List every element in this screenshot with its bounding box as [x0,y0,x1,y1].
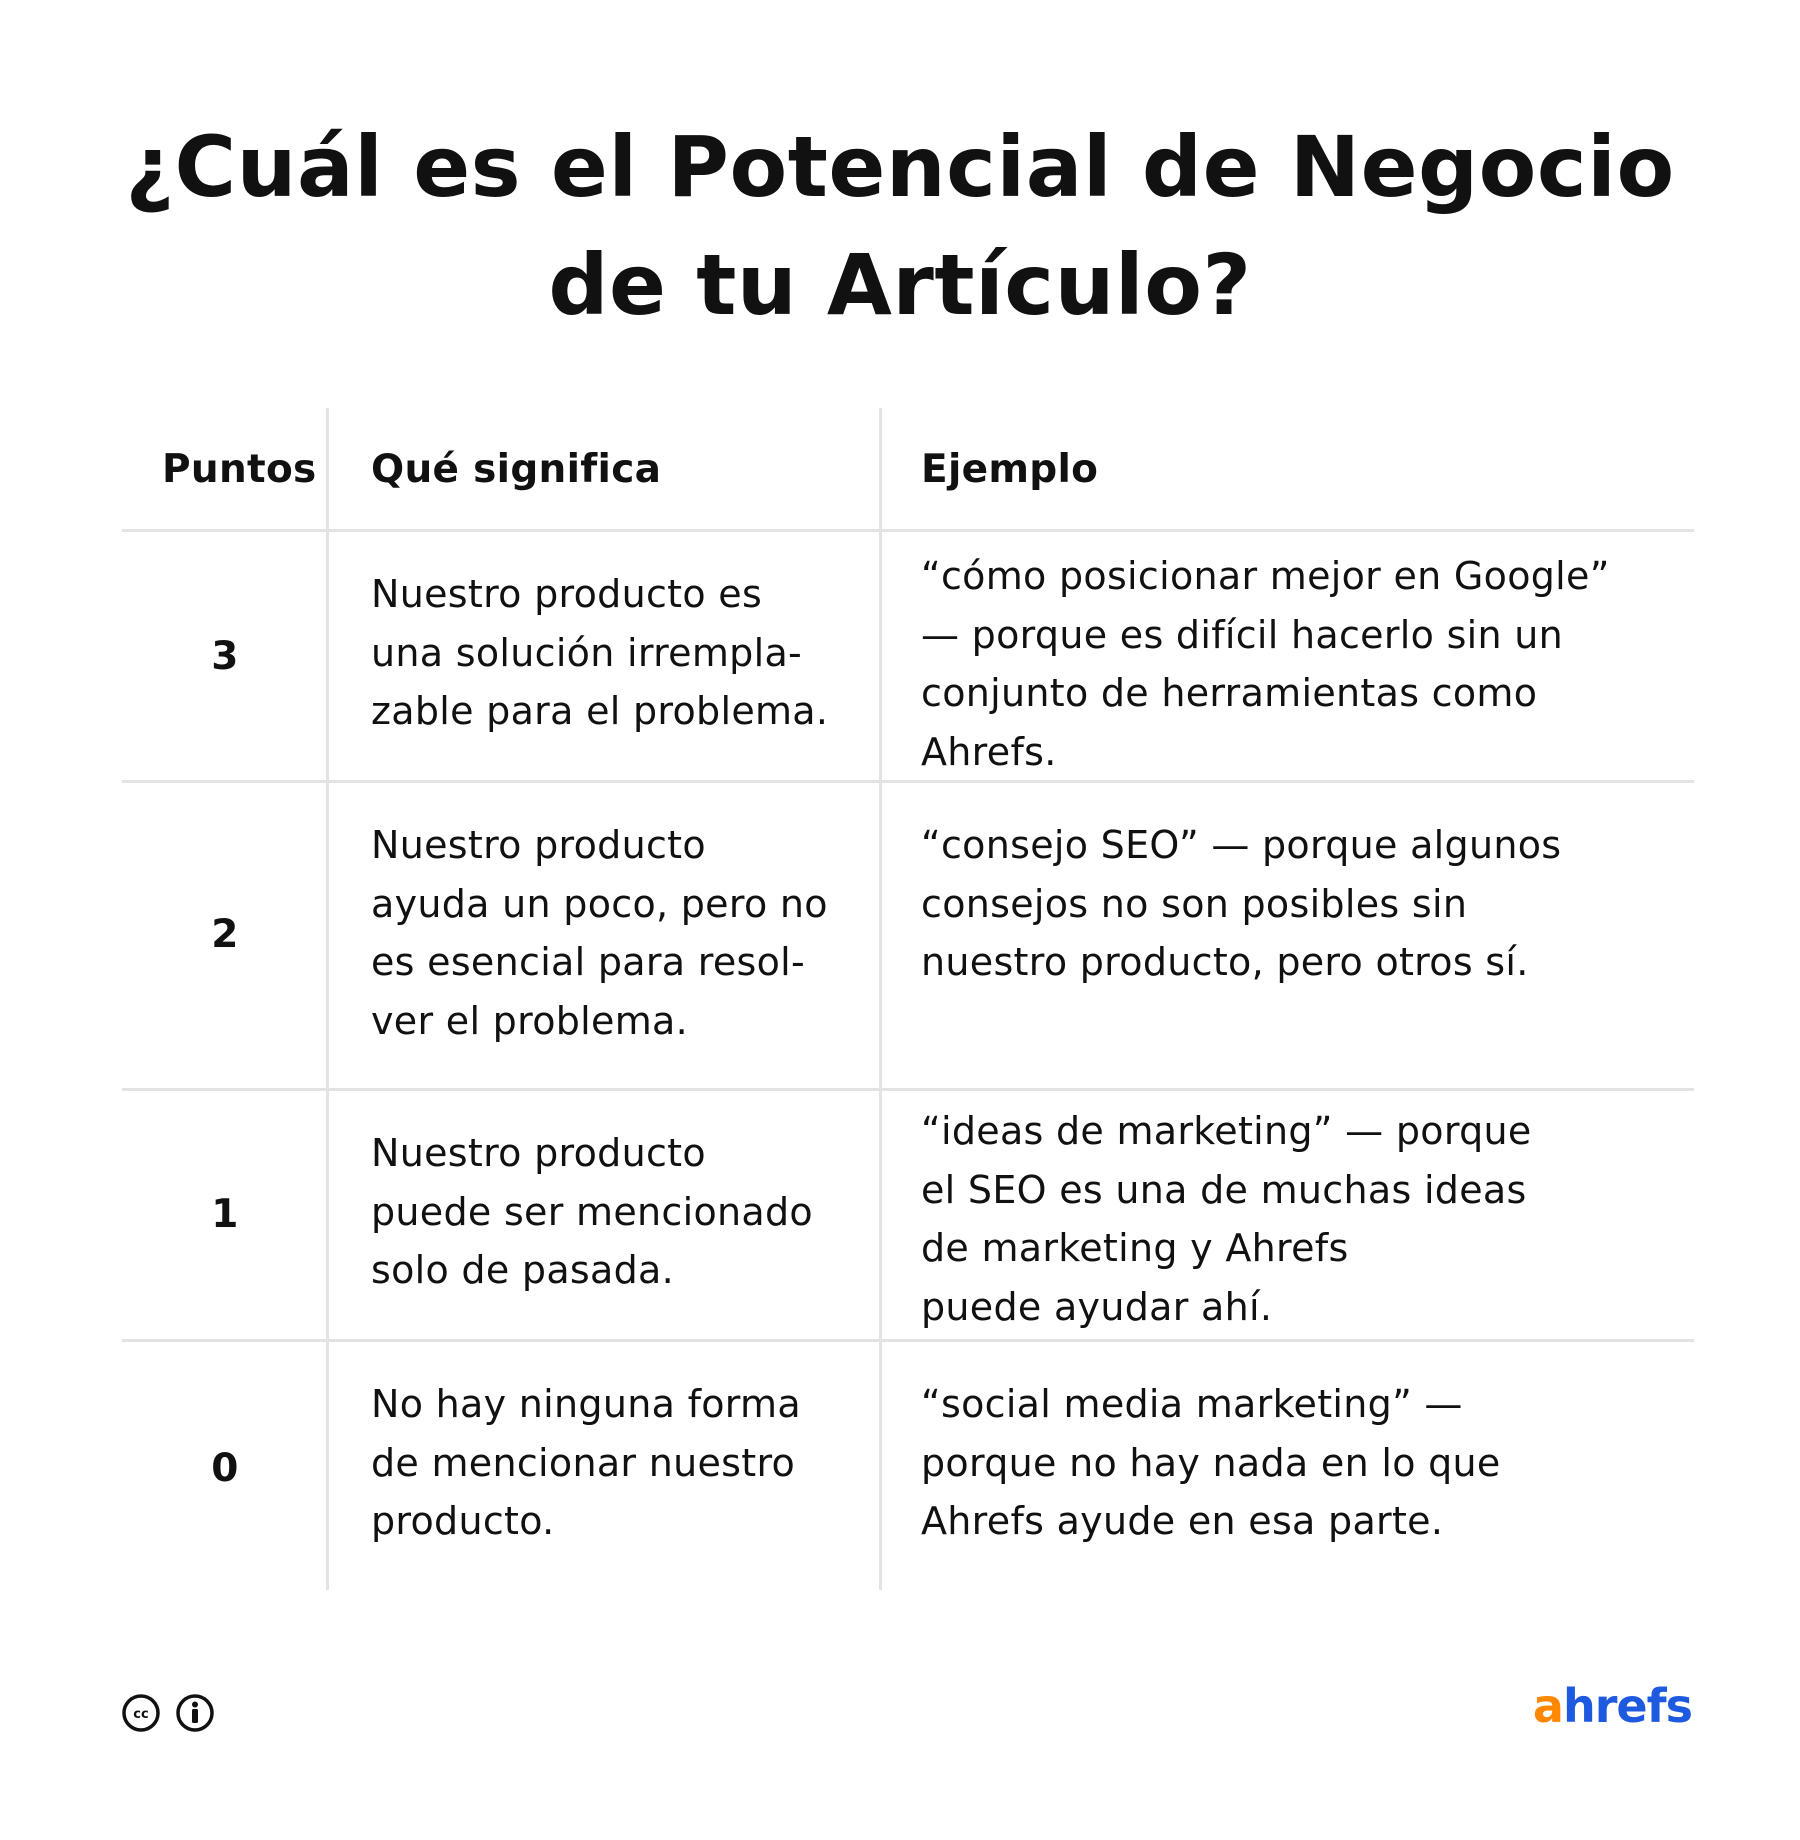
logo-letters-hrefs: hrefs [1562,1679,1692,1733]
row-1-points: 1 [211,1192,239,1237]
text-line: de mencionar nuestro [371,1440,796,1485]
svg-text:cc: cc [133,1707,149,1722]
license-icons [121,1693,215,1733]
text-line: solo de pasada. [371,1248,674,1292]
text-line: Nuestro producto es [371,572,763,616]
text-line: “ideas de marketing” — porque [921,1109,1532,1153]
text-line: No hay ninguna forma [371,1382,801,1426]
text-line: — porque es difícil hacerlo sin un [921,612,1564,657]
page-title [0,108,1800,344]
text-line: ayuda un poco, pero no [371,881,828,926]
text-line: el SEO es una de muchas ideas [921,1167,1527,1212]
row-3-meaning [371,565,828,741]
header-meaning: Qué significa [371,447,662,492]
attribution-icon [175,1693,215,1733]
creative-commons-icon [121,1693,161,1733]
row-divider-1 [122,529,1694,532]
row-1-meaning [371,1124,813,1300]
text-line: “consejo SEO” — porque algunos [921,823,1562,867]
text-line: “cómo posicionar mejor en Google” [921,554,1610,598]
text-line: nuestro producto, pero otros sí. [921,940,1529,984]
row-0-points: 0 [211,1446,239,1491]
row-2-example [921,816,1561,992]
row-3-points: 3 [211,634,239,679]
title-line-2: de tu Artículo? [548,236,1252,334]
row-divider-4 [122,1339,1694,1342]
text-line: puede ser mencionado [371,1189,813,1234]
text-line: Nuestro producto [371,823,706,867]
text-line: una solución irrempla- [371,630,803,675]
column-divider-2 [879,408,882,1590]
text-line: “social media marketing” — [921,1382,1463,1426]
title-line-1: ¿Cuál es el Potencial de Negocio [125,118,1675,216]
text-line: porque no hay nada en lo que [921,1440,1501,1485]
text-line: es esencial para resol- [371,940,806,984]
text-line: producto. [371,1499,555,1543]
text-line: de marketing y Ahrefs [921,1226,1349,1270]
text-line: ver el problema. [371,998,688,1043]
row-0-example [921,1375,1501,1551]
ahrefs-logo [1533,1676,1692,1736]
row-2-points: 2 [211,912,239,957]
row-1-example [921,1102,1532,1336]
row-0-meaning [371,1375,801,1551]
row-2-meaning [371,816,828,1050]
row-3-example [921,547,1610,781]
text-line: puede ayudar ahí. [921,1284,1273,1329]
text-line: Ahrefs. [921,729,1057,774]
text-line: Ahrefs ayude en esa parte. [921,1499,1444,1543]
row-divider-3 [122,1088,1694,1091]
text-line: conjunto de herramientas como [921,671,1538,715]
text-line: zable para el problema. [371,689,829,733]
column-divider-1 [326,408,329,1590]
text-line: Nuestro producto [371,1131,706,1175]
header-example: Ejemplo [921,447,1099,492]
text-line: consejos no son posibles sin [921,881,1468,926]
header-points: Puntos [162,447,317,492]
logo-letter-a: a [1532,1679,1563,1733]
